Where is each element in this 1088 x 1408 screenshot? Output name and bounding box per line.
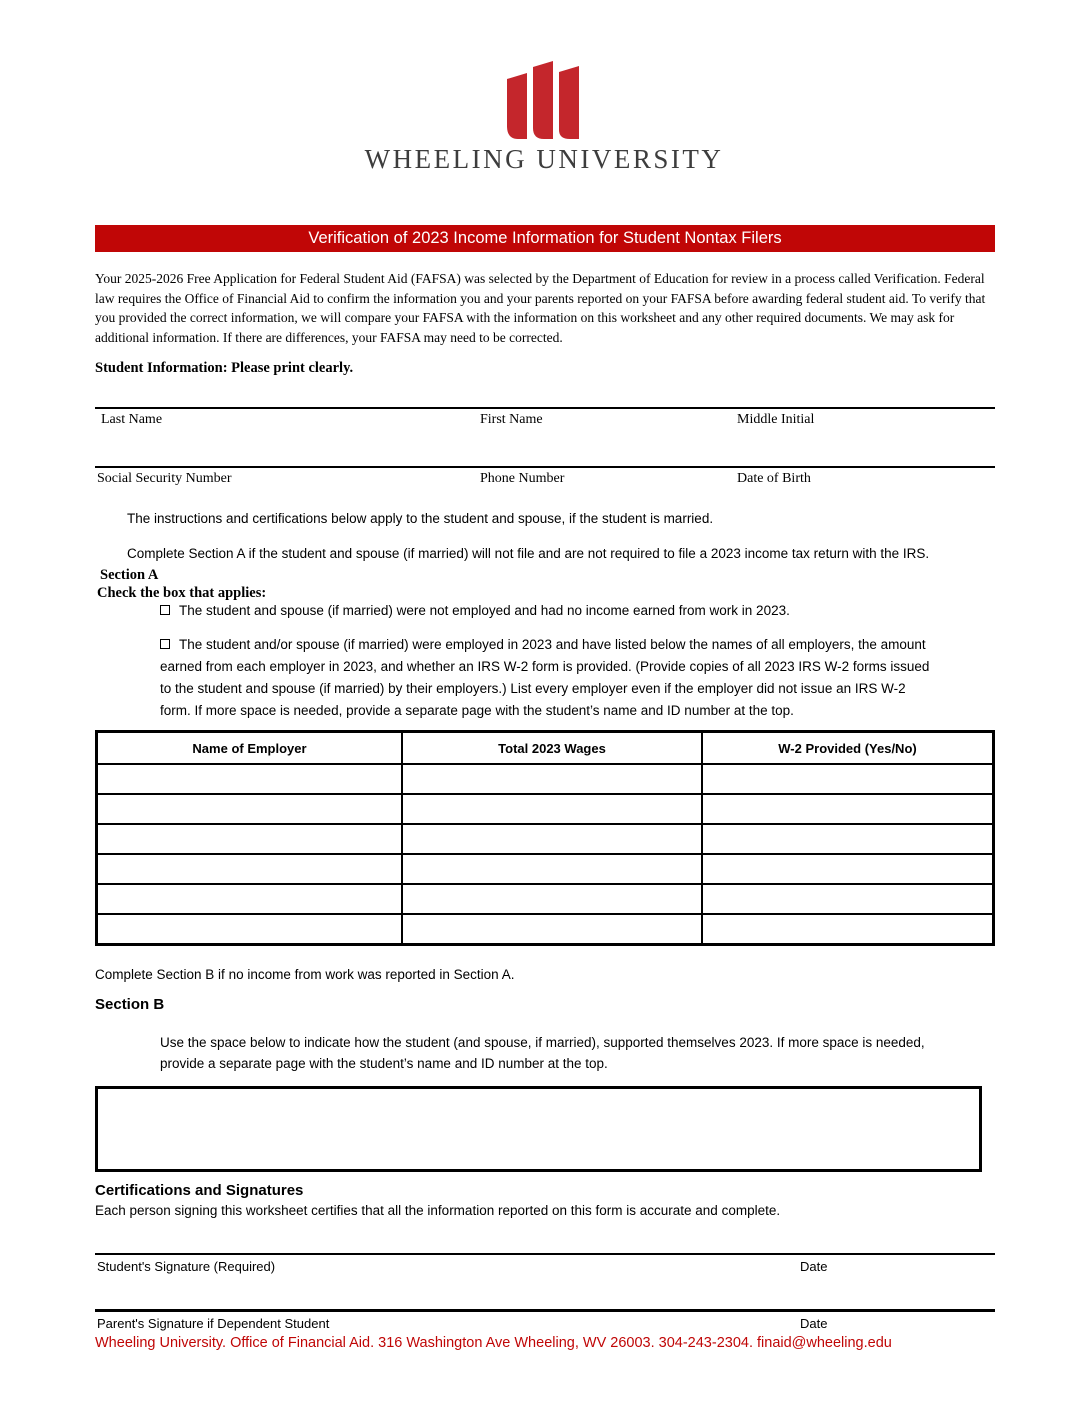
table-cell[interactable] <box>702 794 994 824</box>
table-row <box>97 854 994 884</box>
section-b-heading: Section B <box>95 996 165 1013</box>
checkbox-1-icon[interactable] <box>160 605 170 615</box>
section-a-heading: Section A <box>100 567 159 583</box>
employer-table <box>95 730 995 946</box>
section-a-subheading: Check the box that applies: <box>97 585 267 601</box>
header-name-of-employer: Name of Employer <box>97 732 403 765</box>
certifications-statement: Each person signing this worksheet certifies that all the information reported on this form is accurate and complete. <box>95 1203 781 1218</box>
table-cell[interactable] <box>97 914 403 945</box>
table-row <box>97 794 994 824</box>
header-w2-provided: W-2 Provided (Yes/No) <box>702 732 994 765</box>
table-row <box>97 884 994 914</box>
last-name-label: Last Name <box>101 412 163 427</box>
table-cell[interactable] <box>402 824 702 854</box>
table-row <box>97 764 994 794</box>
footer-text: Wheeling University. Office of Financial Aid. 316 Washington Ave Wheeling, WV 26003. 304-243-2304. finaid@wheeling.edu <box>95 1335 892 1351</box>
phone-number-label: Phone Number <box>480 471 565 486</box>
instructions-line-1: The instructions and certifications below apply to the student and spouse, if the student is married. <box>127 511 714 526</box>
intro-paragraph: Your 2025-2026 Free Application for Federal Student Aid (FAFSA) was selected by the Department of Education for review in a process called Verification. Federal law requires the Office of Financial Aid to confirm the information you and your parents reported on your FAFSA before awarding federal student aid. To verify that you provided the correct information, we will compare your FAFSA with the information on this worksheet and any other required documents. We may ask for additional information. If there are differences, your FAFSA may need to be corrected. <box>95 271 986 345</box>
table-cell[interactable] <box>402 854 702 884</box>
table-cell[interactable] <box>702 914 994 945</box>
student-info-heading: Student Information: Please print clearly. <box>95 360 354 376</box>
checkbox-option-2 <box>160 634 932 722</box>
checkbox-2-text: The student and/or spouse (if married) were employed in 2023 and have listed below the names of all employers, the amount earned from each employer in 2023, and whether an IRS W-2 form is provided. (Provide copies of all 2023 IRS W-2 forms issued to the student and spouse (if married) by their employers.) List every employer even if the employer did not issue an IRS W-2 form. If more space is needed, provide a separate page with the student’s name and ID number at the top. <box>160 637 930 718</box>
university-logo-icon <box>505 58 583 142</box>
checkbox-option-1 <box>160 602 995 620</box>
employer-table-body <box>97 764 994 945</box>
table-cell[interactable] <box>702 764 994 794</box>
title-banner <box>95 225 995 252</box>
employer-table-header-row <box>97 732 994 765</box>
table-row <box>97 824 994 854</box>
table-cell[interactable] <box>702 854 994 884</box>
table-cell[interactable] <box>402 764 702 794</box>
ssn-label: Social Security Number <box>97 471 232 486</box>
certifications-heading: Certifications and Signatures <box>95 1182 304 1199</box>
section-b-instruction: Use the space below to indicate how the student (and spouse, if married), supported themselves 2023. If more space is needed, provide a separate page with the student’s name and ID number at the top. <box>160 1035 925 1071</box>
table-cell[interactable] <box>702 824 994 854</box>
table-cell[interactable] <box>402 884 702 914</box>
form-title: Verification of 2023 Income Information for Student Nontax Filers <box>308 229 782 247</box>
university-name: WHEELING UNIVERSITY <box>364 144 724 174</box>
header-total-wages: Total 2023 Wages <box>402 732 702 765</box>
table-cell[interactable] <box>402 914 702 945</box>
first-name-label: First Name <box>480 412 543 427</box>
table-row <box>97 914 994 945</box>
table-cell[interactable] <box>97 884 403 914</box>
section-b-intro: Complete Section B if no income from work was reported in Section A. <box>95 967 515 982</box>
parent-signature-row <box>95 1312 995 1332</box>
table-cell[interactable] <box>402 794 702 824</box>
student-signature-row <box>95 1255 995 1309</box>
checkbox-2-icon[interactable] <box>160 639 170 649</box>
name-fields-row[interactable] <box>95 409 995 466</box>
parent-date-label: Date <box>800 1316 828 1331</box>
university-header <box>0 0 1088 175</box>
checkbox-1-text: The student and spouse (if married) were not employed and had no income earned from work in 2023. <box>179 603 790 618</box>
student-signature-label: Student's Signature (Required) <box>97 1259 276 1274</box>
table-cell[interactable] <box>97 824 403 854</box>
parent-signature-label: Parent's Signature if Dependent Student <box>97 1316 330 1331</box>
section-b-response-box[interactable] <box>95 1086 982 1172</box>
contact-fields-row[interactable] <box>95 468 995 490</box>
instructions-line-2: Complete Section A if the student and spouse (if married) will not file and are not required to file a 2023 income tax return with the IRS. <box>127 546 930 561</box>
table-cell[interactable] <box>97 794 403 824</box>
student-date-label: Date <box>800 1259 828 1274</box>
table-cell[interactable] <box>702 884 994 914</box>
table-cell[interactable] <box>97 854 403 884</box>
table-cell[interactable] <box>97 764 403 794</box>
middle-initial-label: Middle Initial <box>737 412 815 427</box>
date-of-birth-label: Date of Birth <box>737 471 811 486</box>
